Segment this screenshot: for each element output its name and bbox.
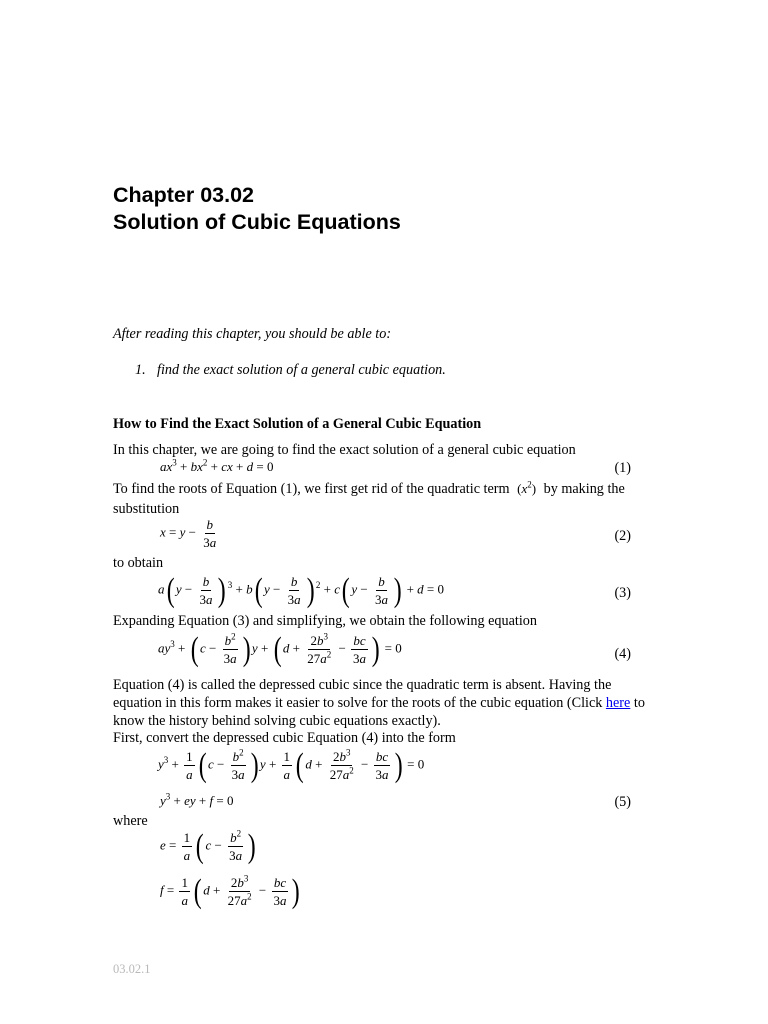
equation-3: a( y − $\frac{b}{3a}$ ) $^3$ + b( y − $\frac{b}{3a}$ ) $^2$ + c( y − $\frac{b}{3a}$ ) + d = 0	[158, 571, 444, 609]
paragraph-6: First, convert the depressed cubic Equation (4) into the form	[113, 730, 456, 746]
paragraph-5d: know the history behind solving cubic equations exactly).	[113, 713, 441, 729]
equation-5: $y^3$ + ey + f = 0	[160, 791, 234, 808]
paragraph-5c-text: to	[633, 695, 645, 711]
paragraph-5a: Equation (4) is called the depressed cubic since the quadratic term is absent. Having the	[113, 677, 612, 693]
equation-converted: $y^3$ + $\frac{1}{a}$ ( c − $\frac{b^2}{3a}$ ) y + $\frac{1}{a}$ ( d + $\frac{2b^3}{27a^2}$ − $\frac{bc}{3a}$ ) = 0	[158, 746, 425, 784]
paragraph-3: to obtain	[113, 555, 164, 571]
paragraph-2b-text: by making the	[543, 481, 625, 497]
paragraph-1: In this chapter, we are going to find the exact solution of a general cubic equation	[113, 442, 576, 458]
chapter-number: Chapter 03.02	[113, 183, 255, 207]
paragraph-4: Expanding Equation (3) and simplifying, we obtain the following equation	[113, 613, 537, 629]
history-link[interactable]: here	[605, 695, 631, 711]
paragraph-2c: substitution	[113, 501, 180, 517]
objective-number: 1.	[135, 362, 146, 378]
paragraph-2a	[113, 480, 625, 498]
quadratic-term: $(x^2)$	[517, 479, 537, 496]
paragraph-2a-text: To find the roots of Equation (1), we first get rid of the quadratic term	[113, 481, 510, 497]
equation-f: f = $\frac{1}{a}$ ( d + $\frac{2b^3}{27a^2}$ − $\frac{bc}{3a}$ )	[160, 872, 301, 910]
equation-number-3: (3)	[614, 585, 631, 601]
objectives-intro: After reading this chapter, you should be able to:	[113, 326, 392, 342]
paragraph-5b-text: equation in this form makes it easier to solve for the roots of the cubic equation (Click	[113, 695, 603, 711]
equation-2: x = y − $\frac{b}{3a}$	[160, 517, 217, 550]
section-heading: How to Find the Exact Solution of a General Cubic Equation	[113, 416, 482, 432]
equation-1: $ax^3 + bx^2$ + cx + d = 0	[160, 457, 274, 474]
paragraph-5b	[113, 694, 645, 712]
equation-number-1: (1)	[614, 460, 631, 476]
equation-e: e = $\frac{1}{a}$ ( c − $\frac{b^2}{3a}$ )	[160, 827, 256, 865]
equation-number-2: (2)	[614, 528, 631, 544]
chapter-title: Solution of Cubic Equations	[113, 210, 401, 234]
equation-number-5: (5)	[614, 794, 631, 810]
objective-item: find the exact solution of a general cubic equation.	[157, 362, 446, 378]
equation-4: $ay^3$ + ( c − $\frac{b^2}{3a}$ ) y + ( d + $\frac{2b^3}{27a^2}$ − $\frac{bc}{3a}$ ) = 0	[158, 630, 402, 668]
page-number: 03.02.1	[113, 962, 151, 976]
paragraph-7: where	[113, 813, 148, 829]
equation-number-4: (4)	[614, 646, 631, 662]
